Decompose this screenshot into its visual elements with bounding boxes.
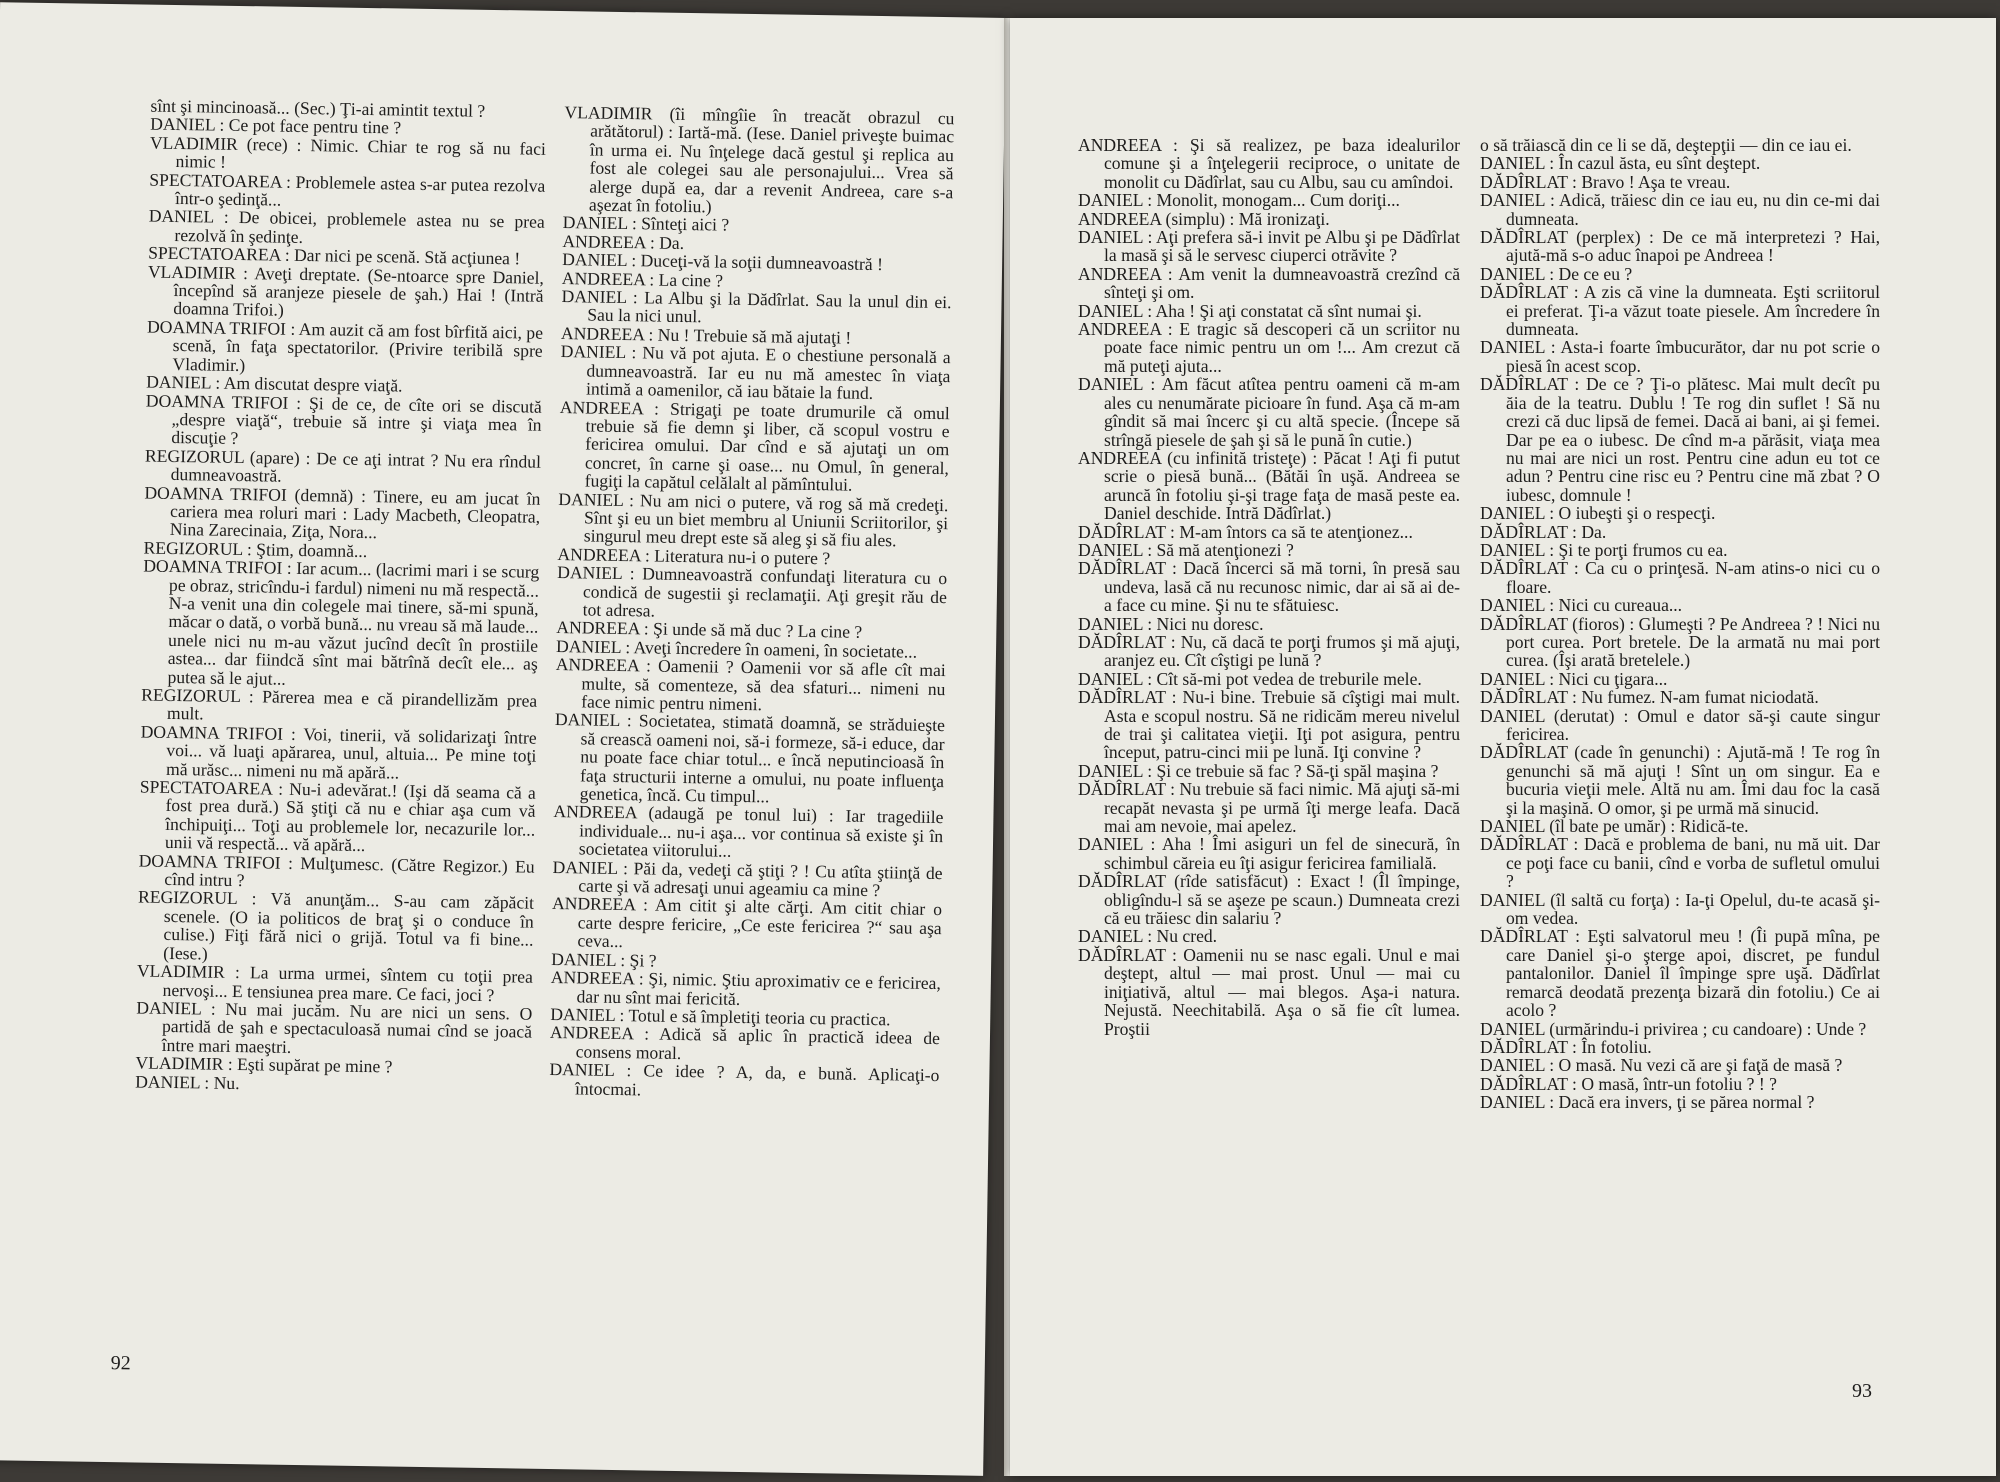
dialogue-paragraph: DOAMNA TRIFOI : Am auzit că am fost bîrfită aici, pe scenă, în faţa spectatorilor. (Privire teribilă spre Vladimir.) — [146, 316, 544, 375]
dialogue-paragraph: DĂDÎRLAT (rîde satisfăcut) : Exact ! (Îl împinge, obligîndu-l să se aşeze pe scaun.) Dumneata crezi că eu trăiesc din salariu ? — [1078, 871, 1460, 929]
dialogue-paragraph: sînt şi mincinoasă... (Sec.) Ţi-ai amintit textul ? — [150, 95, 486, 121]
dialogue-paragraph: DOAMNA TRIFOI : Mulţumesc. (Către Regizor.) Eu cînd intru ? — [138, 850, 535, 891]
dialogue-paragraph: DĂDÎRLAT : A zis că vine la dumneata. Eşti scriitorul ei preferat. Ţi-a văzut toate piesele. Am încredere în dumneata. — [1480, 282, 1880, 340]
left-page-column-1 — [135, 97, 547, 1097]
dialogue-paragraph: DANIEL : De obicei, problemele astea nu se prea rezolvă în şedinţe. — [148, 205, 545, 247]
dialogue-paragraph: REGIZORUL : Părerea mea e că pirandellizăm prea mult. — [141, 684, 538, 724]
dialogue-paragraph: DĂDÎRLAT (fioros) : Glumeşti ? Pe Andreea ? ! Nici nu port curea. Port bretele. De la armată nu mai port curea. (Îşi arată bretelele.) — [1480, 613, 1880, 671]
left-page-column-2 — [549, 103, 955, 1103]
dialogue-paragraph: DĂDÎRLAT (perplex) : De ce mă interpretezi ? Hai, ajută-mă s-o aduc înapoi pe Andreea ! — [1480, 227, 1880, 266]
dialogue-paragraph: DĂDÎRLAT : Oamenii nu se nasc egali. Unul e mai deştept, altul — mai prost. Unul — mai cu iniţiativă, altul — mai blegos. Aşa-i natura. Nejustă. Neechitabilă. Aşa o să fie cît lumea. Proştii — [1078, 944, 1460, 1039]
dialogue-paragraph: SPECTATOAREA : Problemele astea s-ar putea rezolva într-o şedinţă... — [149, 169, 546, 210]
dialogue-paragraph: DĂDÎRLAT : Nu-i bine. Trebuie să cîştigi mai mult. Asta e scopul nostru. Să ne ridicăm mereu nivelul de trai şi calitatea vieţii. Iţi pot asigura, pentru început, patru-cinci mii pe lună. Iţi convine ? — [1078, 687, 1460, 763]
dialogue-paragraph: DANIEL (îl bate pe umăr) : Ridică-te. — [1480, 816, 1749, 837]
dialogue-paragraph: DANIEL : Nu mai jucăm. Nu are nici un sens. O partidă de şah e spectaculoasă numai cînd se joacă între mari maeştri. — [136, 997, 533, 1057]
dialogue-paragraph: DANIEL : Dacă era invers, ţi se părea normal ? — [1480, 1092, 1815, 1113]
dialogue-paragraph: ANDREEA : Strigaţi pe toate drumurile că omul trebuie să fie demn şi liber, că scopul vostru e fericirea omului. Dar cînd e să ajutaţi un om concret, în carne şi oase... nu Omul, în general, fugiţi la capătul celălalt al pămîntului. — [559, 396, 950, 495]
dialogue-paragraph: DANIEL : Am făcut atîtea pentru oameni că m-am ales cu nenumărate picioare în fund. Aşa că m-am gîndit să mai încerc şi cu altă specie. (Începe să strîngă piesele de şah şi să le pună în cutie.) — [1078, 374, 1460, 450]
dialogue-paragraph: DANIEL : De ce eu ? — [1480, 263, 1633, 284]
dialogue-paragraph: VLADIMIR : Eşti supărat pe mine ? — [135, 1052, 393, 1077]
dialogue-paragraph: DĂDÎRLAT : Dacă e problema de bani, nu mă uit. Dar ce poţi face cu banii, cînd e vorba de sufletul omului ? — [1480, 834, 1880, 892]
dialogue-paragraph: ANDREEA : Şi să realizez, pe baza idealurilor comune şi a înţelegerii reciproce, o unitate de monolit cu Dădîrlat, sau cu Albu, sau cu amîndoi. — [1078, 135, 1460, 192]
dialogue-paragraph: ANDREEA : Am citit şi alte cărţi. Am citit chiar o carte despre fericire, „Ce este fericirea ?“ sau aşa ceva... — [551, 893, 943, 952]
dialogue-paragraph: VLADIMIR (rece) : Nimic. Chiar te rog să nu faci nimic ! — [149, 132, 547, 172]
dialogue-paragraph: ANDREEA : Şi, nimic. Ştiu aproximativ ce e fericirea, dar nu sînt mai fericită. — [550, 967, 941, 1009]
dialogue-paragraph: DOAMNA TRIFOI : Şi de ce, de cîte ori se discută „despre viaţă“, trebuie să intre şi viaţa mea în discuţie ? — [145, 390, 543, 449]
dialogue-paragraph: DANIEL : O masă. Nu vezi că are şi faţă de masă ? — [1480, 1055, 1843, 1076]
dialogue-paragraph: ANDREEA : Nu ! Trebuie să mă ajutaţi ! — [560, 322, 852, 348]
dialogue-paragraph: DANIEL : O iubeşti şi o respecţi. — [1480, 503, 1716, 524]
dialogue-paragraph: VLADIMIR : Aveţi dreptate. (Se-ntoarce spre Daniel, începînd să aranjeze piesele de şah.) Hai ! (Intră doamna Trifoi.) — [147, 261, 545, 321]
dialogue-paragraph: DANIEL : Păi da, vedeţi că ştiţi ? ! Cu atîta ştiinţă de carte şi vă adresaţi unui ageamiu ca mine ? — [552, 856, 943, 901]
dialogue-paragraph: DANIEL : Şi ce trebuie să fac ? Să-ţi spăl maşina ? — [1078, 760, 1439, 781]
page-number-left: 92 — [110, 1352, 131, 1375]
dialogue-paragraph: DANIEL : Aha ! Şi aţi constatat că sînt numai şi. — [1078, 300, 1422, 321]
dialogue-paragraph: DANIEL : Ce pot face pentru tine ? — [150, 113, 402, 138]
dialogue-paragraph: DĂDÎRLAT : Dacă încerci să mă torni, în presă sau undeva, lasă că nu recunosc nimic, dar ai să ai de-a face cu mine. Şi nu te sfătuiesc. — [1078, 558, 1460, 616]
dialogue-paragraph: DANIEL : Monolit, monogam... Cum doriţi... — [1078, 190, 1400, 211]
dialogue-paragraph: DĂDÎRLAT : De ce ? Ţi-o plătesc. Mai mult decît pu ăia de la teatru. Dublu ! Te rog din suflet ! Să nu crezi că duc lipsă de femei. Dacă ai bani, ai şi femei. Dar pe ea o iubesc. De cînd m-a părăsit, viaţa mea nu mai are nici un rost. Pentru cine adun eu tot ce adun ? Pentru cine risc eu ? Pentru cine mă zbat ? O iubesc, domnule ! — [1480, 374, 1880, 505]
dialogue-paragraph: VLADIMIR (îi mîngîie în treacăt obrazul cu arătătorul) : Iartă-mă. (Iese. Daniel priveşte buimac în urma ei. Nu înţelege dacă gestul şi replica au fost ale colegei sau ale personajului... Vrea să alerge după ea, dar a revenit Andreea, care s-a aşezat în fotoliu.) — [564, 102, 955, 217]
dialogue-paragraph: DANIEL : Nu cred. — [1078, 926, 1218, 947]
dialogue-paragraph: DANIEL : Nu vă pot ajuta. E o chestiune personală a dumneavoastră. Iar eu nu mă amestec în viaţa intimă a oamenilor, că iau bătaie la fund. — [560, 341, 951, 404]
dialogue-paragraph: VLADIMIR : La urma urmei, sîntem cu toţii prea nervoşi... E tensiunea prea mare. Ce faci, joci ? — [136, 960, 534, 1005]
dialogue-paragraph: SPECTATOAREA : Nu-i adevărat.! (Işi dă seama că a fost prea dură.) Să ştiţi că nu e chiar aşa cum vă închipuiţi... Toţi au problemele lor, necazurile lor... unii vă respectă... vă apără... — [139, 776, 536, 856]
dialogue-paragraph: DANIEL : Să mă atenţionezi ? — [1078, 539, 1294, 560]
dialogue-paragraph: DANIEL : În cazul ăsta, eu sînt deştept. — [1480, 153, 1761, 174]
dialogue-paragraph: DANIEL : Aţi prefera să-i invit pe Albu şi pe Dădîrlat la masă şi să le servesc ciuperci otrăvite ? — [1078, 227, 1460, 266]
dialogue-paragraph: o să trăiască din ce li se dă, deştepţii — din ce iau ei. — [1480, 135, 1852, 155]
dialogue-paragraph: DANIEL (urmărindu-i privirea ; cu candoare) : Unde ? — [1480, 1018, 1867, 1039]
dialogue-paragraph: DANIEL : La Albu şi la Dădîrlat. Sau la unul din ei. Sau la nici unul. — [561, 286, 952, 327]
dialogue-paragraph: ANDREEA : La cine ? — [561, 267, 724, 291]
dialogue-paragraph: DOAMNA TRIFOI : Iar acum... (lacrimi mari i se scurg pe obraz, stricîndu-i fardul) nimeni nu mă respectă... N-a venit una din colegele mai tinere, să-mi spună, măcar o dată, o vorbă bună... nu vreau să mă laude... unele nici nu m-au văzut jucînd decît în prostiile astea... dar fiindcă sînt mai bătrînă decît ele... aş putea să le ajut... — [143, 555, 540, 689]
dialogue-paragraph: ANDREEA (cu infinită tristeţe) : Păcat ! Aţi fi putut scrie o piesă bună... (Bătăi în uşă. Andreea se aruncă în fotoliu şi-şi trage faţa de masă peste ea. Daniel deschide. Intră Dădîrlat.) — [1078, 447, 1460, 524]
dialogue-paragraph: DANIEL (derutat) : Omul e dator să-şi caute singur fericirea. — [1480, 705, 1880, 744]
page-number-right: 93 — [1852, 1380, 1872, 1402]
dialogue-paragraph: REGIZORUL : Vă anunţăm... S-au cam zăpăcit scenele. (O ia politicos de braţ şi o conduce în culise.) Fiţi fără nici o grijă. Totul va fi bine... (Iese.) — [137, 886, 535, 964]
dialogue-paragraph: ANDREEA : Literatura nu-i o putere ? — [557, 543, 831, 569]
dialogue-paragraph: DĂDÎRLAT (cade în genunchi) : Ajută-mă ! Te rog în genunchi să mă ajuţi ! Sînt un om singur. Ea e bucuria vieţii mele. Altă nu am. Îmi dau foc la casă şi la maşină. O omor, şi pe urmă mă sinucid. — [1480, 742, 1880, 818]
dialogue-paragraph: DANIEL : Nici cu ţigara... — [1480, 668, 1668, 689]
dialogue-paragraph: DĂDÎRLAT : Da. — [1480, 521, 1607, 542]
dialogue-paragraph: DANIEL : Societatea, stimată doamnă, se străduieşte să crească oameni noi, să-i formeze, să-i educe, dar nu poate face chiar totul... e încă neputincioasă în faţa structurii interne a omului, nu poate influenţa genetica, încă. Cu timpul... — [554, 709, 946, 807]
dialogue-paragraph: ANDREEA : Adică să aplic în practică ideea de consens moral. — [549, 1022, 941, 1063]
dialogue-paragraph: ANDREEA (adaugă pe tonul lui) : Iar tragediile individuale... nu-i aşa... vor continua să existe şi în societatea viitorului... — [553, 801, 944, 862]
right-page — [1010, 18, 1996, 1476]
dialogue-paragraph: DANIEL : Asta-i foarte îmbucurător, dar nu pot scrie o piesă în acest scop. — [1480, 337, 1880, 376]
dialogue-paragraph: DĂDÎRLAT : Nu trebuie să faci nimic. Mă ajuţi să-mi recapăt nevasta şi pe urmă îţi merge leafa. Dacă mai am nevoie, mai apelez. — [1078, 779, 1460, 837]
dialogue-paragraph: DOAMNA TRIFOI : Voi, tinerii, vă solidarizaţi între voi... vă luaţi apărarea, unul, altuia... Pe mine toţi mă urăsc... nimeni nu mă apără... — [140, 721, 537, 783]
dialogue-paragraph: DĂDÎRLAT : Nu, că dacă te porţi frumos şi mă ajuţi, aranjez eu. Cît cîştigi pe lună ? — [1078, 631, 1460, 671]
dialogue-paragraph: DANIEL : Nici nu doresc. — [1078, 613, 1264, 634]
dialogue-paragraph: DANIEL : Adică, trăiesc din ce iau eu, nu din ce-mi dai dumneata. — [1480, 190, 1880, 229]
dialogue-paragraph: ANDREEA : E tragic să descoperi că un scriitor nu poate face nimic pentru un om !... Am crezut că mă puteţi ajuta... — [1078, 319, 1460, 376]
dialogue-paragraph: DOAMNA TRIFOI (demnă) : Tinere, eu am jucat în cariera mea roluri mari : Lady Macbeth, Cleopatra, Nina Zarecinaia, Ziţa, Nora... — [144, 482, 541, 543]
dialogue-paragraph: DANIEL : Dumneavoastră confundaţi literatura cu o condică de sugestii şi reclamaţii. Aţi greşit rău de tot adresa. — [557, 562, 948, 621]
dialogue-paragraph: DANIEL : Am discutat despre viaţă. — [146, 371, 403, 396]
dialogue-paragraph: DĂDÎRLAT : M-am întors ca să te atenţionez... — [1078, 521, 1413, 542]
dialogue-paragraph: ANDREEA : Am venit la dumneavoastră crezînd că sînteţi şi om. — [1078, 263, 1460, 303]
dialogue-paragraph: DANIEL : Totul e să împletiţi teoria cu practica. — [550, 1003, 891, 1030]
dialogue-paragraph: DANIEL : Şi ? — [551, 948, 657, 971]
dialogue-paragraph: DANIEL : Ce idee ? A, da, e bună. Aplicaţi-o întocmai. — [549, 1059, 940, 1099]
dialogue-paragraph: ANDREEA : Şi unde să mă duc ? La cine ? — [556, 617, 863, 643]
dialogue-paragraph: DĂDÎRLAT : Eşti salvatorul meu ! (Îi pupă mîna, pe care Daniel şi-o şterge apoi, discret, pe fundul pantalonilor. Daniel îl împinge spre uşă. Dădîrlat remarcă deodată prezenţa bizară din fotoliu.) Ce ai acolo ? — [1480, 926, 1880, 1021]
right-page-column-1 — [1078, 136, 1460, 1038]
dialogue-paragraph: DANIEL : Cît să-mi pot vedea de treburile mele. — [1078, 668, 1422, 689]
dialogue-paragraph: REGIZORUL : Ştim, doamnă... — [143, 537, 368, 561]
dialogue-paragraph: ANDREEA : Da. — [562, 230, 685, 253]
dialogue-paragraph: REGIZORUL (apare) : De ce aţi intrat ? Nu era rîndul dumneavoastră. — [144, 445, 542, 486]
right-page-column-2 — [1480, 136, 1880, 1112]
dialogue-paragraph: DĂDÎRLAT : Bravo ! Aşa te vreau. — [1480, 171, 1731, 192]
dialogue-paragraph: DANIEL : Sînteţi aici ? — [562, 212, 730, 236]
dialogue-paragraph: DANIEL : Aveţi încredere în oameni, în societate... — [555, 635, 918, 662]
dialogue-paragraph: DANIEL : Nici cu cureaua... — [1480, 595, 1683, 616]
dialogue-paragraph: DĂDÎRLAT : În fotoliu. — [1480, 1036, 1652, 1057]
left-page — [0, 2, 1006, 1476]
dialogue-paragraph: DANIEL (îl saltă cu forţa) : Ia-ţi Opelul, du-te acasă şi-om vedea. — [1480, 889, 1880, 929]
dialogue-paragraph: DĂDÎRLAT : Ca cu o prinţesă. N-am atins-o nici cu o floare. — [1480, 558, 1880, 597]
dialogue-paragraph: DĂDÎRLAT : Nu fumez. N-am fumat niciodată. — [1480, 687, 1819, 708]
dialogue-paragraph: DANIEL : Duceţi-vă la soţii dumneavoastră ! — [561, 249, 884, 275]
dialogue-paragraph: SPECTATOAREA : Dar nici pe scenă. Stă acţiunea ! — [148, 242, 521, 269]
dialogue-paragraph: DANIEL : Şi te porţi frumos cu ea. — [1480, 539, 1728, 560]
dialogue-paragraph: ANDREEA : Oamenii ? Oamenii vor să afle cît mai multe, să comenteze, să dea sfaturi... nimeni nu face nimic pentru nimeni. — [555, 654, 946, 715]
dialogue-paragraph: DĂDÎRLAT : O masă, într-un fotoliu ? ! ? — [1480, 1073, 1777, 1094]
dialogue-paragraph: DANIEL : Nu am nici o putere, vă rog să mă credeţi. Sînt şi eu un biet membru al Uniunii Scriitorilor, şi singurul meu drept este să aleg şi să fiu ales. — [558, 488, 949, 551]
dialogue-paragraph: DANIEL : Nu. — [135, 1070, 240, 1093]
dialogue-paragraph: DANIEL : Aha ! Îmi asiguri un fel de sinecură, în schimbul căreia eu îţi asigur fericirea familială. — [1078, 834, 1460, 873]
dialogue-paragraph: ANDREEA (simplu) : Mă ironizaţi. — [1078, 208, 1330, 229]
